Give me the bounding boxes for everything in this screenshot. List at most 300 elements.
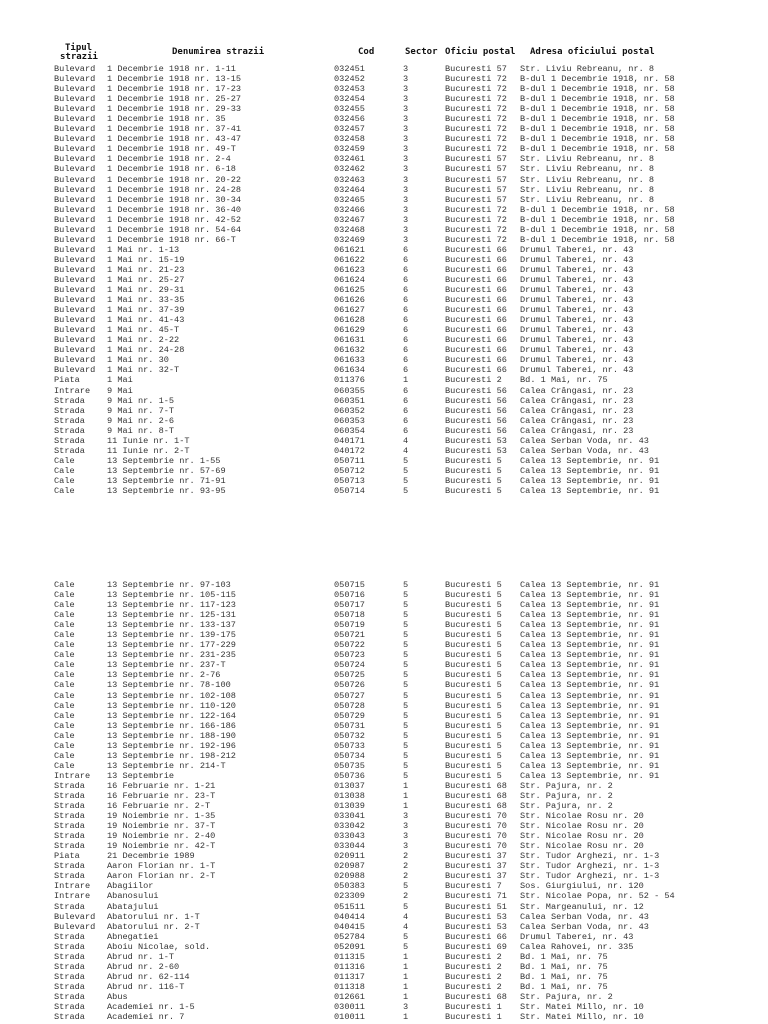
street-name-cell: 1 Decembrie 1918 nr. 42-52 [107, 214, 242, 225]
street-type-cell: Strada [54, 941, 85, 952]
street-name-cell: 1 Decembrie 1918 nr. 2-4 [107, 154, 231, 165]
sector-cell: 5 [403, 630, 409, 641]
street-name-cell: 1 Decembrie 1918 nr. 13-15 [107, 74, 242, 85]
postal-code-cell: 050727 [334, 690, 365, 701]
street-type-cell: Bulevard [54, 305, 96, 316]
post-office-cell: Bucuresti 57 [445, 174, 507, 185]
post-office-address-cell: Calea Crângasi, nr. 23 [520, 395, 634, 406]
post-office-cell: Bucuresti 53 [445, 921, 507, 932]
postal-code-cell: 040171 [334, 435, 365, 446]
postal-code-cell: 050732 [334, 730, 365, 741]
postal-code-cell: 032452 [334, 74, 365, 85]
post-office-cell: Bucuresti 5 [445, 690, 502, 701]
post-office-address-cell: Calea 13 Septembrie, nr. 91 [520, 580, 660, 590]
post-office-cell: Bucuresti 5 [445, 680, 502, 691]
sector-cell: 1 [403, 790, 409, 801]
post-office-cell: Bucuresti 57 [445, 164, 507, 175]
postal-code-cell: 061624 [334, 274, 365, 285]
post-office-address-cell: Calea Serban Voda, nr. 43 [520, 911, 649, 922]
sector-cell: 6 [403, 285, 409, 296]
post-office-address-cell: Calea 13 Septembrie, nr. 91 [520, 750, 660, 761]
post-office-address-cell: Str. Liviu Rebreanu, nr. 8 [520, 164, 655, 175]
street-type-cell: Bulevard [54, 355, 96, 366]
post-office-address-cell: Calea 13 Septembrie, nr. 91 [520, 680, 660, 691]
street-type-cell: Strada [54, 861, 85, 872]
post-office-address-cell: Calea 13 Septembrie, nr. 91 [520, 700, 660, 711]
postal-code-cell: 060354 [334, 425, 365, 436]
post-office-address-cell: Str. Nicolae Rosu nr. 20 [520, 821, 644, 832]
post-office-cell: Bucuresti 5 [445, 455, 502, 466]
street-type-cell: Bulevard [54, 124, 96, 135]
postal-code-cell: 061627 [334, 305, 365, 316]
postal-code-cell: 011316 [334, 961, 365, 972]
post-office-address-cell: B-dul 1 Decembrie 1918, nr. 58 [520, 94, 675, 105]
street-type-cell: Cale [54, 455, 75, 466]
sector-cell: 2 [403, 871, 409, 882]
post-office-address-cell: Calea 13 Septembrie, nr. 91 [520, 590, 660, 601]
post-office-cell: Bucuresti 68 [445, 991, 507, 1002]
street-type-cell: Cale [54, 620, 75, 631]
post-office-cell: Bucuresti 5 [445, 610, 502, 621]
street-name-cell: 9 Mai nr. 8-T [107, 425, 175, 436]
post-office-address-cell: Str. Pajura, nr. 2 [520, 780, 613, 791]
post-office-address-cell: Drumul Taberei, nr. 43 [520, 295, 634, 306]
post-office-address-cell: B-dul 1 Decembrie 1918, nr. 58 [520, 204, 675, 215]
post-office-address-cell: B-dul 1 Decembrie 1918, nr. 58 [520, 124, 675, 135]
post-office-address-cell: Str. Nicolae Rosu nr. 20 [520, 831, 644, 842]
street-name-cell: 13 Septembrie nr. 133-137 [107, 620, 236, 631]
street-name-cell: 1 Mai nr. 37-39 [107, 305, 185, 316]
street-name-cell: 13 Septembrie nr. 2-76 [107, 670, 221, 681]
post-office-address-cell: Calea Rahovei, nr. 335 [520, 941, 634, 952]
street-name-cell: Abrud nr. 2-60 [107, 961, 180, 972]
street-type-cell: Strada [54, 435, 85, 446]
street-name-cell: 1 Decembrie 1918 nr. 35 [107, 114, 226, 125]
post-office-cell: Bucuresti 5 [445, 670, 502, 681]
sector-cell: 5 [403, 485, 409, 496]
post-office-address-cell: Calea 13 Septembrie, nr. 91 [520, 620, 660, 631]
post-office-address-cell: B-dul 1 Decembrie 1918, nr. 58 [520, 104, 675, 115]
street-name-cell: 1 Decembrie 1918 nr. 1-11 [107, 64, 236, 74]
postal-code-cell: 050736 [334, 770, 365, 781]
street-type-cell: Strada [54, 425, 85, 436]
street-name-cell: Abnegatiei [107, 931, 159, 942]
post-office-cell: Bucuresti 66 [445, 305, 507, 316]
post-office-cell: Bucuresti 37 [445, 851, 507, 862]
street-type-cell: Bulevard [54, 274, 96, 285]
postal-code-cell: 020987 [334, 861, 365, 872]
post-office-cell: Bucuresti 72 [445, 84, 507, 95]
street-name-cell: 13 Septembrie nr. 78-100 [107, 680, 231, 691]
street-name-cell: 1 Decembrie 1918 nr. 36-40 [107, 204, 242, 215]
post-office-address-cell: Calea 13 Septembrie, nr. 91 [520, 610, 660, 621]
post-office-cell: Bucuresti 70 [445, 811, 507, 822]
postal-code-cell: 033042 [334, 821, 365, 832]
street-name-cell: 13 Septembrie nr. 105-115 [107, 590, 236, 601]
post-office-cell: Bucuresti 56 [445, 425, 507, 436]
street-type-cell: Cale [54, 750, 75, 761]
street-name-cell: 1 Mai nr. 32-T [107, 365, 180, 376]
post-office-address-cell: Str. Pajura, nr. 2 [520, 790, 613, 801]
postal-code-cell: 032463 [334, 174, 365, 185]
street-name-cell: Abagiilor [107, 881, 154, 892]
street-name-cell: 1 Mai nr. 45-T [107, 325, 180, 336]
sector-cell: 5 [403, 901, 409, 912]
post-office-address-cell: Calea 13 Septembrie, nr. 91 [520, 465, 660, 476]
post-office-cell: Bucuresti 5 [445, 720, 502, 731]
street-name-cell: Abatajului [107, 901, 159, 912]
street-type-cell: Bulevard [54, 164, 96, 175]
postal-code-cell: 050723 [334, 650, 365, 661]
street-type-cell: Bulevard [54, 174, 96, 185]
post-office-cell: Bucuresti 5 [445, 580, 502, 590]
sector-cell: 5 [403, 680, 409, 691]
post-office-address-cell: Calea 13 Septembrie, nr. 91 [520, 760, 660, 771]
street-type-cell: Bulevard [54, 244, 96, 255]
sector-cell: 4 [403, 435, 409, 446]
sector-cell: 6 [403, 385, 409, 396]
sector-cell: 6 [403, 405, 409, 416]
sector-cell: 5 [403, 590, 409, 601]
sector-cell: 3 [403, 234, 409, 245]
street-type-cell: Bulevard [54, 144, 96, 155]
post-office-cell: Bucuresti 5 [445, 485, 502, 496]
street-name-cell: 13 Septembrie nr. 102-108 [107, 690, 236, 701]
post-office-cell: Bucuresti 56 [445, 395, 507, 406]
post-office-address-cell: B-dul 1 Decembrie 1918, nr. 58 [520, 214, 675, 225]
street-name-cell: 1 Decembrie 1918 nr. 66-T [107, 234, 236, 245]
sector-cell: 6 [403, 355, 409, 366]
post-office-address-cell: Str. Margeanului, nr. 12 [520, 901, 644, 912]
post-office-cell: Bucuresti 72 [445, 144, 507, 155]
street-type-cell: Cale [54, 465, 75, 476]
street-type-cell: Intrare [54, 881, 91, 892]
street-name-cell: 1 Decembrie 1918 nr. 29-33 [107, 104, 242, 115]
street-type-cell: Strada [54, 831, 85, 842]
post-office-address-cell: Str. Pajura, nr. 2 [520, 801, 613, 812]
street-type-cell: Strada [54, 991, 85, 1002]
post-office-address-cell: Str. Tudor Arghezi, nr. 1-3 [520, 871, 660, 882]
street-name-cell: Abanosului [107, 891, 159, 902]
post-office-cell: Bucuresti 56 [445, 415, 507, 426]
post-office-address-cell: Drumul Taberei, nr. 43 [520, 264, 634, 275]
post-office-cell: Bucuresti 70 [445, 831, 507, 842]
street-name-cell: 13 Septembrie nr. 71-91 [107, 475, 226, 486]
sector-cell: 6 [403, 305, 409, 316]
postal-code-cell: 061626 [334, 295, 365, 306]
postal-code-cell: 012661 [334, 991, 365, 1002]
sector-cell: 6 [403, 244, 409, 255]
street-name-cell: Abus [107, 991, 128, 1002]
post-office-cell: Bucuresti 69 [445, 941, 507, 952]
post-office-address-cell: Calea 13 Septembrie, nr. 91 [520, 730, 660, 741]
postal-code-cell: 040414 [334, 911, 365, 922]
street-name-cell: 13 Septembrie nr. 214-T [107, 760, 226, 771]
postal-code-cell: 013037 [334, 780, 365, 791]
post-office-cell: Bucuresti 1 [445, 1012, 502, 1023]
post-office-address-cell: Calea Crângasi, nr. 23 [520, 385, 634, 396]
sector-cell: 3 [403, 224, 409, 235]
street-type-cell: Strada [54, 780, 85, 791]
postal-code-cell: 032461 [334, 154, 365, 165]
sector-cell: 2 [403, 861, 409, 872]
sector-cell: 5 [403, 931, 409, 942]
sector-cell: 3 [403, 84, 409, 95]
street-name-cell: Abatorului nr. 2-T [107, 921, 200, 932]
sector-cell: 3 [403, 214, 409, 225]
post-office-address-cell: Drumul Taberei, nr. 43 [520, 244, 634, 255]
street-type-cell: Bulevard [54, 64, 96, 74]
post-office-cell: Bucuresti 66 [445, 325, 507, 336]
street-name-cell: 19 Noiembrie nr. 37-T [107, 821, 216, 832]
street-type-cell: Strada [54, 415, 85, 426]
postal-code-cell: 050729 [334, 710, 365, 721]
street-type-cell: Cale [54, 650, 75, 661]
post-office-address-cell: Drumul Taberei, nr. 43 [520, 365, 634, 376]
street-name-cell: 16 Februarie nr. 2-T [107, 801, 211, 812]
postal-code-cell: 032455 [334, 104, 365, 115]
street-name-cell: 1 Decembrie 1918 nr. 54-64 [107, 224, 242, 235]
street-name-cell: Aaron Florian nr. 1-T [107, 861, 216, 872]
post-office-cell: Bucuresti 71 [445, 891, 507, 902]
post-office-address-cell: Drumul Taberei, nr. 43 [520, 931, 634, 942]
post-office-cell: Bucuresti 57 [445, 194, 507, 205]
post-office-address-cell: Calea 13 Septembrie, nr. 91 [520, 640, 660, 651]
sector-cell: 6 [403, 274, 409, 285]
street-name-cell: 13 Septembrie nr. 110-120 [107, 700, 236, 711]
sector-cell: 3 [403, 64, 409, 74]
postal-code-cell: 020988 [334, 871, 365, 882]
street-type-cell: Cale [54, 670, 75, 681]
street-type-cell: Bulevard [54, 134, 96, 145]
sector-cell: 5 [403, 720, 409, 731]
sector-cell: 6 [403, 254, 409, 265]
street-type-cell: Intrare [54, 385, 91, 396]
postal-code-cell: 011315 [334, 951, 365, 962]
street-type-cell: Bulevard [54, 184, 96, 195]
street-type-cell: Cale [54, 590, 75, 601]
street-type-cell: Strada [54, 790, 85, 801]
postal-code-cell: 050716 [334, 590, 365, 601]
postal-code-cell: 040415 [334, 921, 365, 932]
sector-cell: 6 [403, 315, 409, 326]
post-office-cell: Bucuresti 66 [445, 244, 507, 255]
postal-code-cell: 050719 [334, 620, 365, 631]
street-type-cell: Bulevard [54, 154, 96, 165]
sector-cell: 3 [403, 154, 409, 165]
street-type-cell: Intrare [54, 891, 91, 902]
sector-cell: 6 [403, 325, 409, 336]
street-name-cell: 1 Decembrie 1918 nr. 43-47 [107, 134, 242, 145]
post-office-cell: Bucuresti 1 [445, 1001, 502, 1012]
street-type-cell: Strada [54, 1012, 85, 1023]
postal-code-cell: 061634 [334, 365, 365, 376]
post-office-cell: Bucuresti 68 [445, 790, 507, 801]
street-name-cell: 1 Decembrie 1918 nr. 49-T [107, 144, 236, 155]
header-sector: Sector [405, 47, 438, 57]
postal-code-cell: 050713 [334, 475, 365, 486]
postal-code-cell: 050735 [334, 760, 365, 771]
post-office-address-cell: Calea 13 Septembrie, nr. 91 [520, 690, 660, 701]
post-office-address-cell: Drumul Taberei, nr. 43 [520, 355, 634, 366]
post-office-address-cell: Sos. Giurgiului, nr. 120 [520, 881, 644, 892]
postal-code-cell: 061629 [334, 325, 365, 336]
post-office-cell: Bucuresti 5 [445, 475, 502, 486]
street-name-cell: 13 Septembrie nr. 237-T [107, 660, 226, 671]
postal-code-cell: 033043 [334, 831, 365, 842]
post-office-cell: Bucuresti 72 [445, 124, 507, 135]
postal-code-cell: 060353 [334, 415, 365, 426]
post-office-address-cell: Calea 13 Septembrie, nr. 91 [520, 770, 660, 781]
postal-code-cell: 032465 [334, 194, 365, 205]
postal-code-cell: 050731 [334, 720, 365, 731]
sector-cell: 3 [403, 94, 409, 105]
postal-code-cell: 061631 [334, 335, 365, 346]
sector-cell: 5 [403, 620, 409, 631]
post-office-cell: Bucuresti 51 [445, 901, 507, 912]
sector-cell: 5 [403, 700, 409, 711]
postal-code-cell: 052091 [334, 941, 365, 952]
post-office-address-cell: Str. Nicolae Popa, nr. 52 - 54 [520, 891, 675, 902]
street-name-cell: 13 Septembrie nr. 117-123 [107, 600, 236, 611]
street-name-cell: 9 Mai nr. 2-6 [107, 415, 175, 426]
post-office-address-cell: Bd. 1 Mai, nr. 75 [520, 951, 608, 962]
post-office-cell: Bucuresti 5 [445, 770, 502, 781]
street-name-cell: 13 Septembrie nr. 231-235 [107, 650, 236, 661]
postal-code-cell: 032469 [334, 234, 365, 245]
post-office-cell: Bucuresti 2 [445, 961, 502, 972]
street-type-cell: Cale [54, 475, 75, 486]
postal-code-cell: 011317 [334, 971, 365, 982]
street-name-cell: 13 Septembrie nr. 139-175 [107, 630, 236, 641]
postal-code-cell: 050711 [334, 455, 365, 466]
postal-code-cell: 032468 [334, 224, 365, 235]
sector-cell: 1 [403, 375, 409, 386]
postal-code-cell: 032457 [334, 124, 365, 135]
street-name-cell: 1 Mai nr. 24-28 [107, 345, 185, 356]
street-type-cell: Bulevard [54, 204, 96, 215]
postal-code-cell: 060351 [334, 395, 365, 406]
post-office-cell: Bucuresti 5 [445, 600, 502, 611]
street-name-cell: 1 Mai nr. 2-22 [107, 335, 180, 346]
postal-code-cell: 061633 [334, 355, 365, 366]
street-type-cell: Strada [54, 445, 85, 456]
post-office-address-cell: Calea 13 Septembrie, nr. 91 [520, 475, 660, 486]
street-type-cell: Cale [54, 630, 75, 641]
post-office-address-cell: Drumul Taberei, nr. 43 [520, 345, 634, 356]
postal-code-cell: 050726 [334, 680, 365, 691]
street-type-cell: Strada [54, 981, 85, 992]
street-type-cell: Bulevard [54, 194, 96, 205]
post-office-address-cell: Calea 13 Septembrie, nr. 91 [520, 720, 660, 731]
post-office-cell: Bucuresti 2 [445, 951, 502, 962]
sector-cell: 6 [403, 345, 409, 356]
sector-cell: 6 [403, 415, 409, 426]
street-name-cell: Abatorului nr. 1-T [107, 911, 200, 922]
post-office-cell: Bucuresti 53 [445, 911, 507, 922]
street-type-cell: Strada [54, 811, 85, 822]
street-name-cell: 13 Septembrie nr. 125-131 [107, 610, 236, 621]
street-type-cell: Bulevard [54, 264, 96, 275]
street-name-cell: 16 Februarie nr. 23-T [107, 790, 216, 801]
postal-code-cell: 061622 [334, 254, 365, 265]
post-office-cell: Bucuresti 72 [445, 234, 507, 245]
street-type-cell: Bulevard [54, 911, 96, 922]
street-type-cell: Cale [54, 610, 75, 621]
street-type-cell: Bulevard [54, 114, 96, 125]
postal-code-cell: 060352 [334, 405, 365, 416]
postal-code-cell: 050728 [334, 700, 365, 711]
street-name-cell: Abrud nr. 116-T [107, 981, 185, 992]
street-type-cell: Bulevard [54, 254, 96, 265]
sector-cell: 2 [403, 891, 409, 902]
street-type-cell: Cale [54, 710, 75, 721]
street-type-cell: Cale [54, 740, 75, 751]
street-type-cell: Bulevard [54, 104, 96, 115]
street-name-cell: 9 Mai nr. 1-5 [107, 395, 175, 406]
sector-cell: 5 [403, 710, 409, 721]
street-type-cell: Cale [54, 690, 75, 701]
street-name-cell: 13 Septembrie nr. 198-212 [107, 750, 236, 761]
street-type-cell: Strada [54, 951, 85, 962]
postal-code-cell: 033044 [334, 841, 365, 852]
sector-cell: 1 [403, 801, 409, 812]
postal-code-cell: 040172 [334, 445, 365, 456]
sector-cell: 6 [403, 295, 409, 306]
sector-cell: 3 [403, 144, 409, 155]
post-office-address-cell: Str. Nicolae Rosu nr. 20 [520, 811, 644, 822]
sector-cell: 5 [403, 750, 409, 761]
post-office-cell: Bucuresti 5 [445, 710, 502, 721]
post-office-address-cell: Calea 13 Septembrie, nr. 91 [520, 485, 660, 496]
post-office-address-cell: Bd. 1 Mai, nr. 75 [520, 375, 608, 386]
street-name-cell: Aaron Florian nr. 2-T [107, 871, 216, 882]
post-office-cell: Bucuresti 66 [445, 335, 507, 346]
post-office-cell: Bucuresti 5 [445, 700, 502, 711]
sector-cell: 3 [403, 821, 409, 832]
post-office-address-cell: Str. Matei Millo, nr. 10 [520, 1012, 644, 1023]
street-name-cell: 13 Septembrie [107, 770, 175, 781]
post-office-cell: Bucuresti 68 [445, 780, 507, 791]
sector-cell: 3 [403, 184, 409, 195]
street-type-cell: Strada [54, 841, 85, 852]
sector-cell: 4 [403, 911, 409, 922]
post-office-address-cell: Bd. 1 Mai, nr. 75 [520, 971, 608, 982]
postal-code-cell: 050714 [334, 485, 365, 496]
street-type-cell: Cale [54, 760, 75, 771]
street-name-cell: 19 Noiembrie nr. 42-T [107, 841, 216, 852]
post-office-address-cell: Calea Serban Voda, nr. 43 [520, 921, 649, 932]
sector-cell: 3 [403, 134, 409, 145]
post-office-cell: Bucuresti 57 [445, 154, 507, 165]
sector-cell: 5 [403, 580, 409, 590]
post-office-address-cell: Str. Liviu Rebreanu, nr. 8 [520, 194, 655, 205]
post-office-cell: Bucuresti 5 [445, 750, 502, 761]
post-office-address-cell: B-dul 1 Decembrie 1918, nr. 58 [520, 234, 675, 245]
street-type-cell: Bulevard [54, 94, 96, 105]
street-name-cell: 1 Mai [107, 375, 133, 386]
sector-cell: 1 [403, 780, 409, 791]
post-office-address-cell: Calea 13 Septembrie, nr. 91 [520, 740, 660, 751]
street-name-cell: 13 Septembrie nr. 177-229 [107, 640, 236, 651]
sector-cell: 5 [403, 475, 409, 486]
post-office-cell: Bucuresti 72 [445, 134, 507, 145]
post-office-address-cell: Drumul Taberei, nr. 43 [520, 274, 634, 285]
post-office-cell: Bucuresti 57 [445, 184, 507, 195]
postal-code-cell: 013039 [334, 801, 365, 812]
street-name-cell: 1 Decembrie 1918 nr. 24-28 [107, 184, 242, 195]
sector-cell: 5 [403, 941, 409, 952]
